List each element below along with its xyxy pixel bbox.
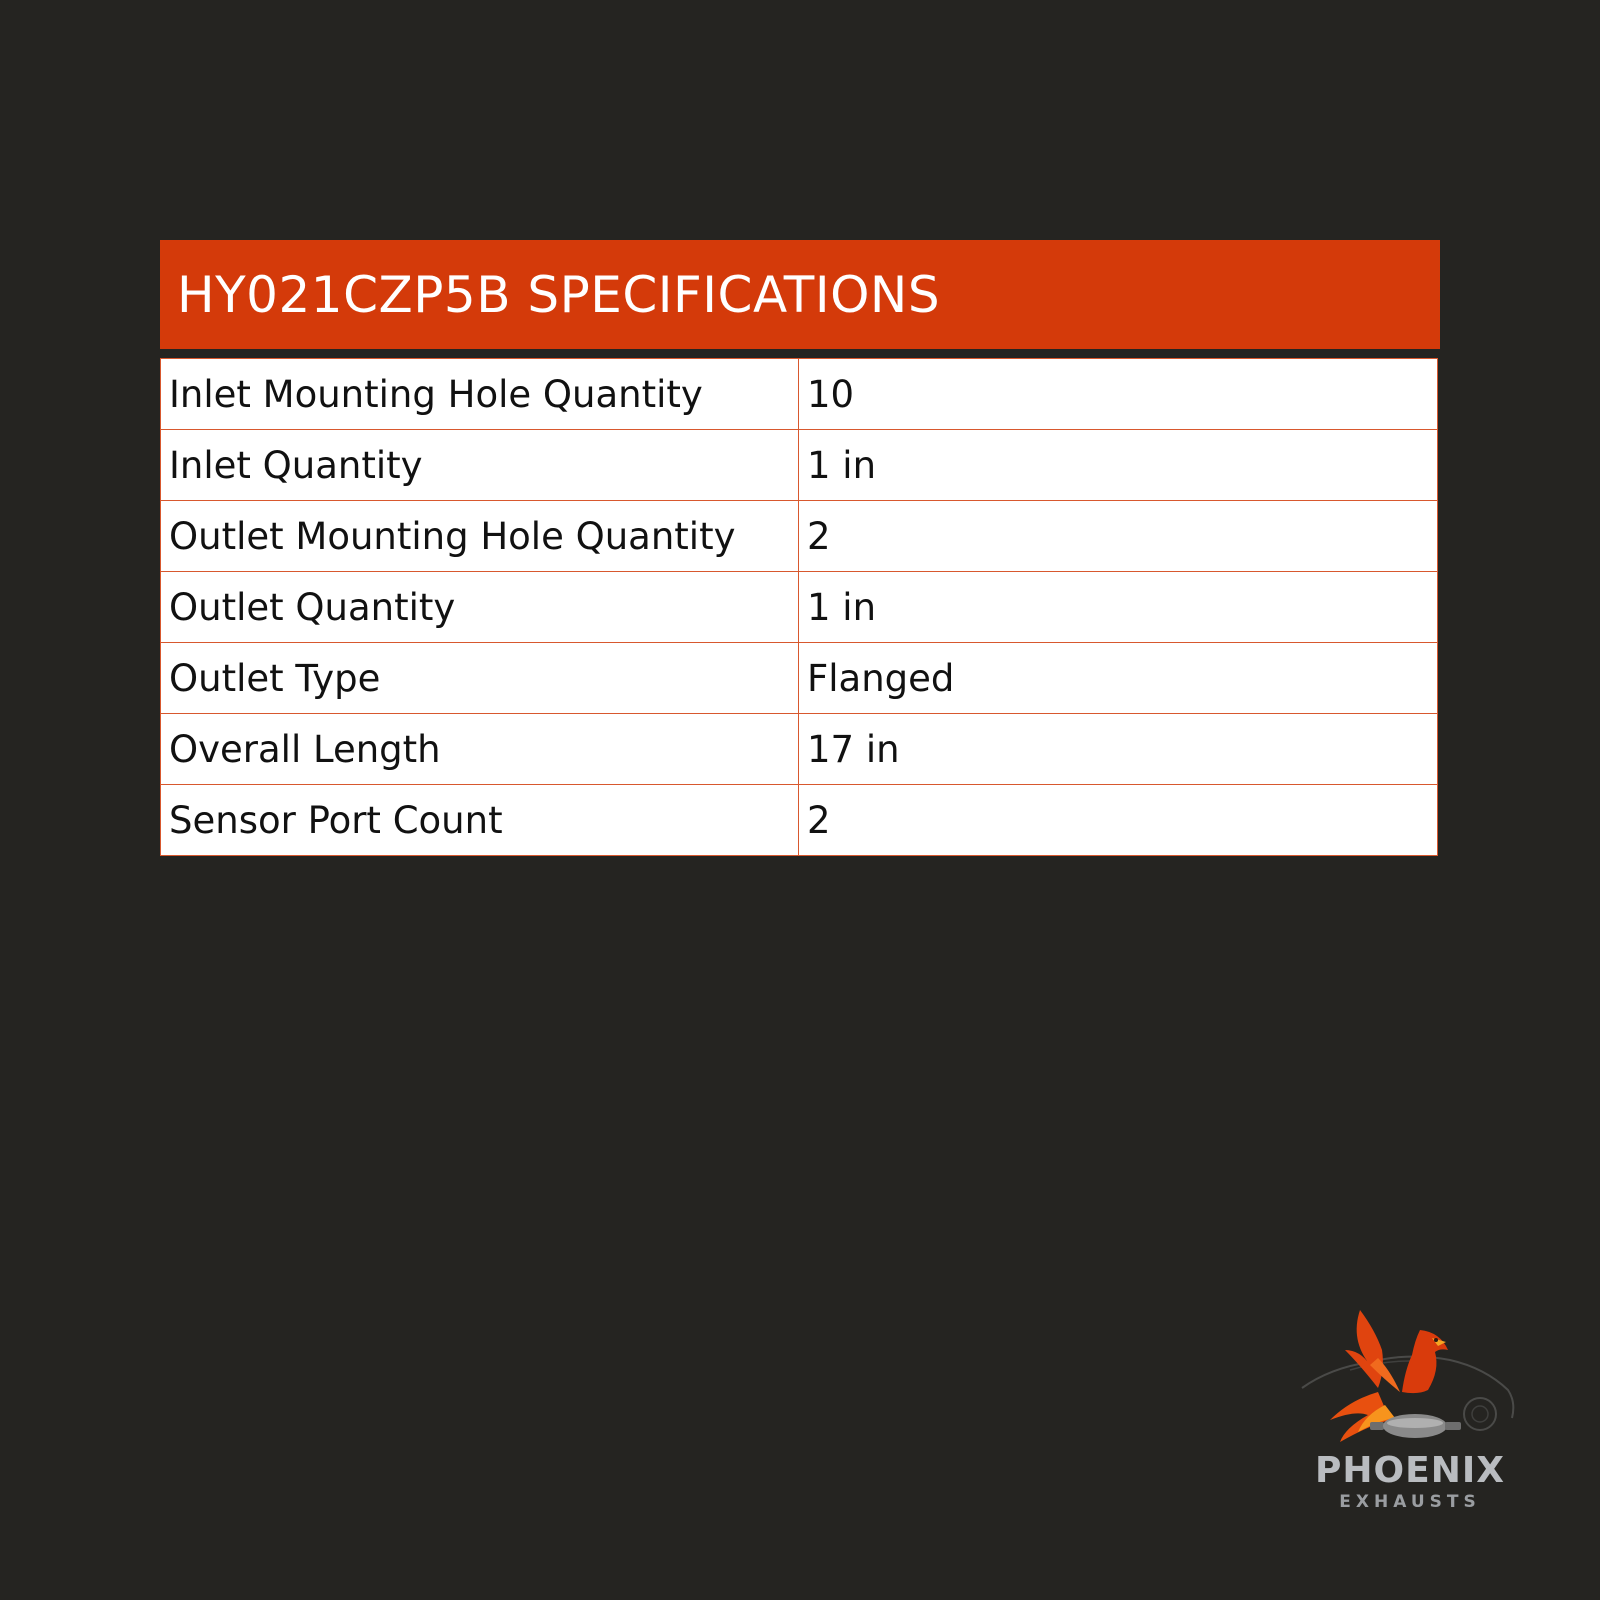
spec-label: Outlet Mounting Hole Quantity [161, 501, 799, 572]
brand-logo [1290, 1310, 1530, 1520]
brand-name: PHOENIX [1315, 1450, 1505, 1491]
spec-table [160, 358, 1438, 856]
spec-value: 10 [799, 359, 1438, 430]
spec-value: Flanged [799, 643, 1438, 714]
spec-value: 2 [799, 501, 1438, 572]
spec-label: Overall Length [161, 714, 799, 785]
spec-value: 1 in [799, 572, 1438, 643]
brand-subtitle: EXHAUSTS [1339, 1492, 1481, 1512]
spec-value: 17 in [799, 714, 1438, 785]
spec-label: Inlet Quantity [161, 430, 799, 501]
spec-header [160, 240, 1440, 349]
table-row [161, 501, 1438, 572]
table-row [161, 430, 1438, 501]
table-row [161, 785, 1438, 856]
table-row [161, 572, 1438, 643]
spec-value: 2 [799, 785, 1438, 856]
spec-label: Sensor Port Count [161, 785, 799, 856]
phoenix-bird-icon [1290, 1310, 1530, 1450]
table-row [161, 643, 1438, 714]
spec-label: Outlet Type [161, 643, 799, 714]
spec-label: Inlet Mounting Hole Quantity [161, 359, 799, 430]
spec-label: Outlet Quantity [161, 572, 799, 643]
spec-value: 1 in [799, 430, 1438, 501]
table-row [161, 714, 1438, 785]
page-title: HY021CZP5B SPECIFICATIONS [177, 265, 941, 324]
table-row [161, 359, 1438, 430]
